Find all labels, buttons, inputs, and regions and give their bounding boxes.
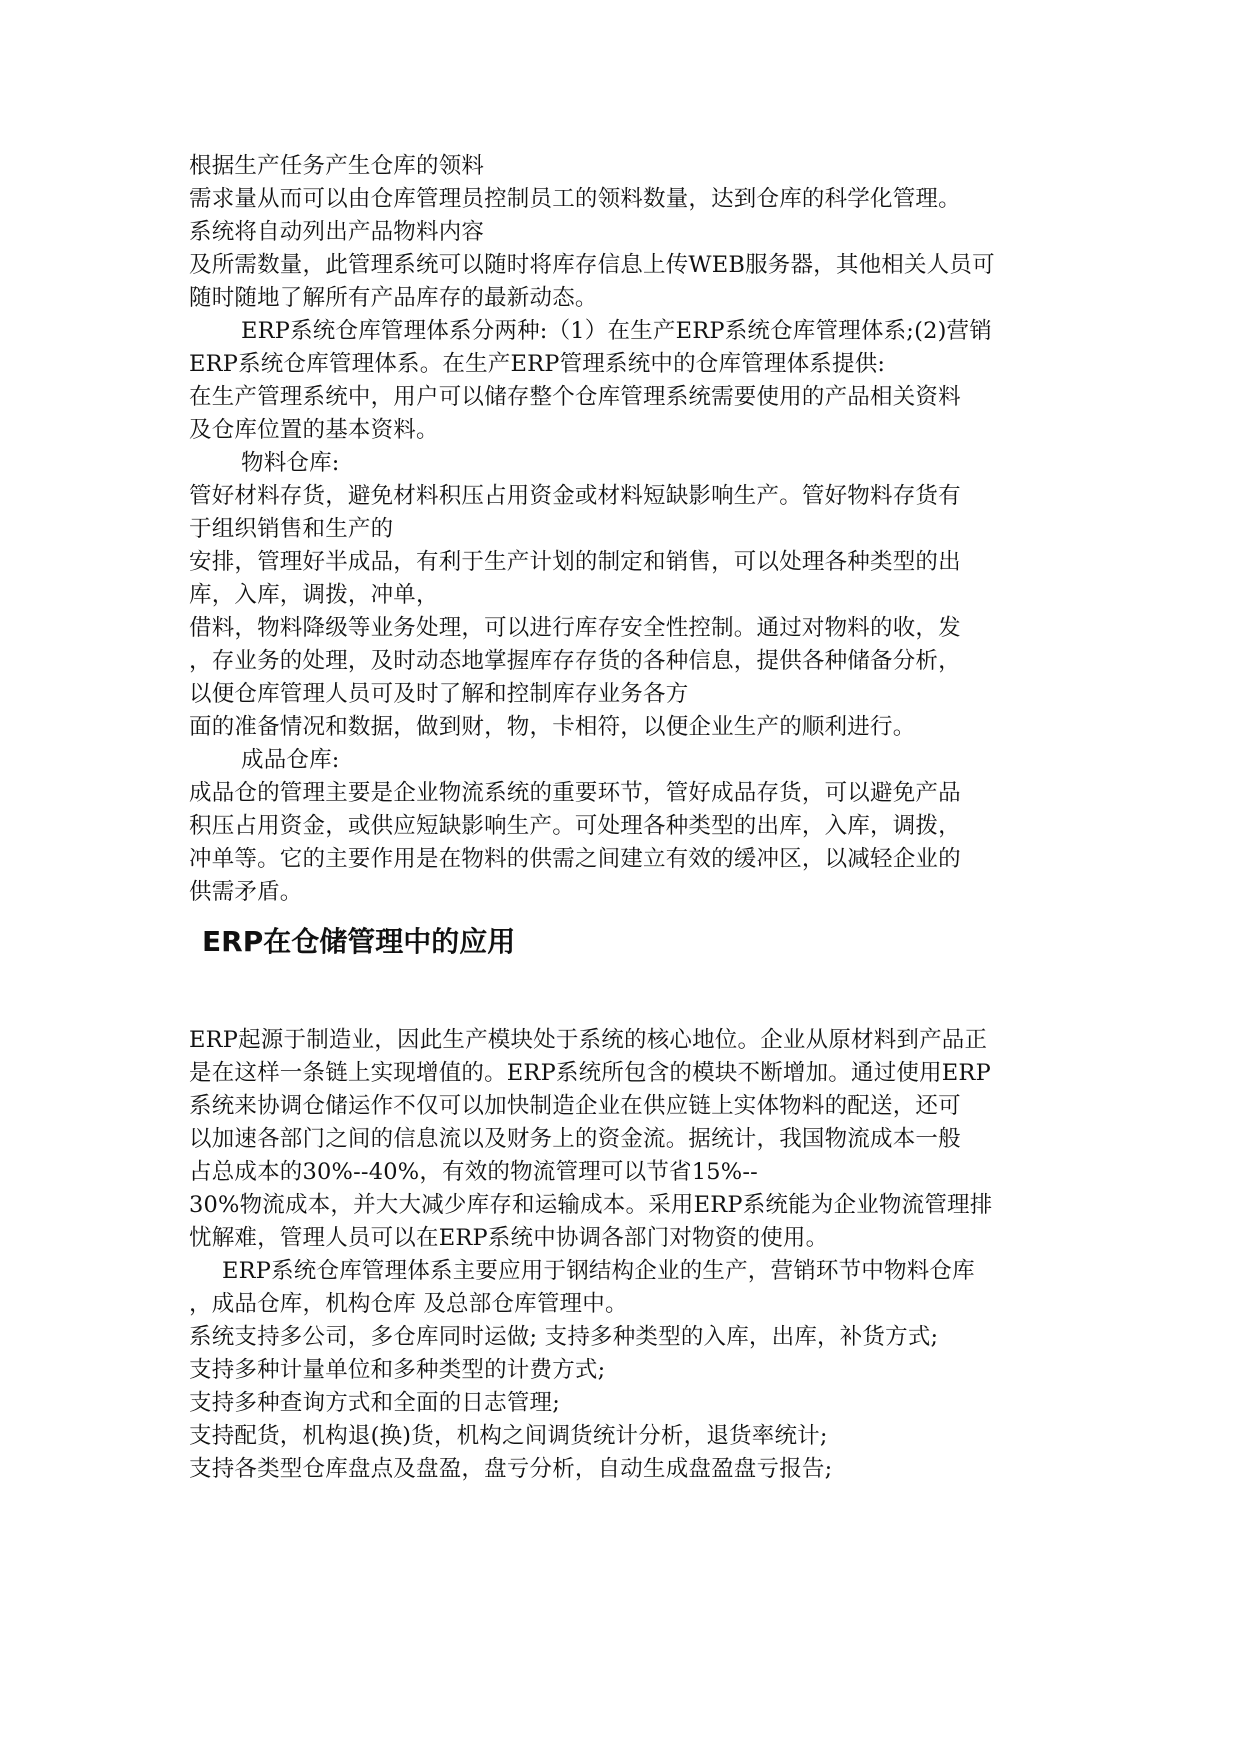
text-line: 在生产管理系统中，用户可以储存整个仓库管理系统需要使用的产品相关资料: [189, 384, 961, 410]
text-line: 及所需数量，此管理系统可以随时将库存信息上传WEB服务器，其他相关人员可: [189, 252, 995, 278]
list-item: 支持配货，机构退(换)货，机构之间调货统计分析，退货率统计;: [189, 1423, 828, 1449]
text-line: 安排，管理好半成品，有利于生产计划的制定和销售，可以处理各种类型的出: [189, 549, 961, 575]
text-line: 于组织销售和生产的: [189, 516, 394, 542]
text-line: 30%物流成本，并大大减少库存和运输成本。采用ERP系统能为企业物流管理排: [189, 1192, 993, 1218]
text-line: 库，入库，调拨，冲单，: [189, 582, 439, 608]
text-line: 借料，物料降级等业务处理，可以进行库存安全性控制。通过对物料的收，发: [189, 615, 961, 641]
list-item: 支持多种计量单位和多种类型的计费方式;: [189, 1357, 606, 1383]
text-line: 是在这样一条链上实现增值的。ERP系统所包含的模块不断增加。通过使用ERP: [189, 1060, 991, 1086]
subheading-finished-goods-warehouse: 成品仓库:: [241, 747, 340, 773]
text-line: ERP系统仓库管理体系。在生产ERP管理系统中的仓库管理体系提供:: [189, 351, 886, 377]
text-line: ERP系统仓库管理体系主要应用于钢结构企业的生产，营销环节中物料仓库: [222, 1258, 975, 1284]
text-line: 成品仓的管理主要是企业物流系统的重要环节，管好成品存货，可以避免产品: [189, 780, 961, 806]
text-line: ERP起源于制造业，因此生产模块处于系统的核心地位。企业从原材料到产品正: [189, 1027, 988, 1053]
text-line: 冲单等。它的主要作用是在物料的供需之间建立有效的缓冲区，以减轻企业的: [189, 846, 961, 872]
text-line: 以加速各部门之间的信息流以及财务上的资金流。据统计，我国物流成本一般: [189, 1126, 961, 1152]
list-item: 系统支持多公司，多仓库同时运做; 支持多种类型的入库，出库，补货方式;: [189, 1324, 939, 1350]
text-line: 积压占用资金，或供应短缺影响生产。可处理各种类型的出库，入库，调拨，: [189, 813, 961, 839]
text-line: ERP系统仓库管理体系分两种:（1）在生产ERP系统仓库管理体系;(2)营销: [241, 318, 992, 344]
text-line: ，成品仓库，机构仓库 及总部仓库管理中。: [189, 1291, 628, 1317]
text-line: 以便仓库管理人员可及时了解和控制库存业务各方: [189, 681, 689, 707]
text-line: 忧解难，管理人员可以在ERP系统中协调各部门对物资的使用。: [189, 1225, 829, 1251]
text-line: 及仓库位置的基本资料。: [189, 417, 439, 443]
text-line: 需求量从而可以由仓库管理员控制员工的领料数量，达到仓库的科学化管理。: [189, 186, 961, 212]
text-line: 占总成本的30%--40%，有效的物流管理可以节省15%--: [189, 1159, 758, 1185]
text-line: 系统来协调仓储运作不仅可以加快制造企业在供应链上实体物料的配送，还可: [189, 1093, 961, 1119]
subheading-materials-warehouse: 物料仓库:: [241, 450, 340, 476]
section-heading: ERP在仓储管理中的应用: [202, 925, 516, 958]
text-line: 随时随地了解所有产品库存的最新动态。: [189, 285, 598, 311]
text-line: 根据生产任务产生仓库的领料: [189, 153, 485, 179]
list-item: 支持各类型仓库盘点及盘盈，盘亏分析，自动生成盘盈盘亏报告;: [189, 1456, 833, 1482]
text-line: 系统将自动列出产品物料内容: [189, 219, 485, 245]
text-line: 面的准备情况和数据，做到财，物，卡相符，以便企业生产的顺利进行。: [189, 714, 916, 740]
text-line: ，存业务的处理，及时动态地掌握库存存货的各种信息，提供各种储备分析，: [189, 648, 961, 674]
text-line: 供需矛盾。: [189, 879, 303, 905]
text-line: 管好材料存货，避免材料积压占用资金或材料短缺影响生产。管好物料存货有: [189, 483, 961, 509]
list-item: 支持多种查询方式和全面的日志管理;: [189, 1390, 560, 1416]
